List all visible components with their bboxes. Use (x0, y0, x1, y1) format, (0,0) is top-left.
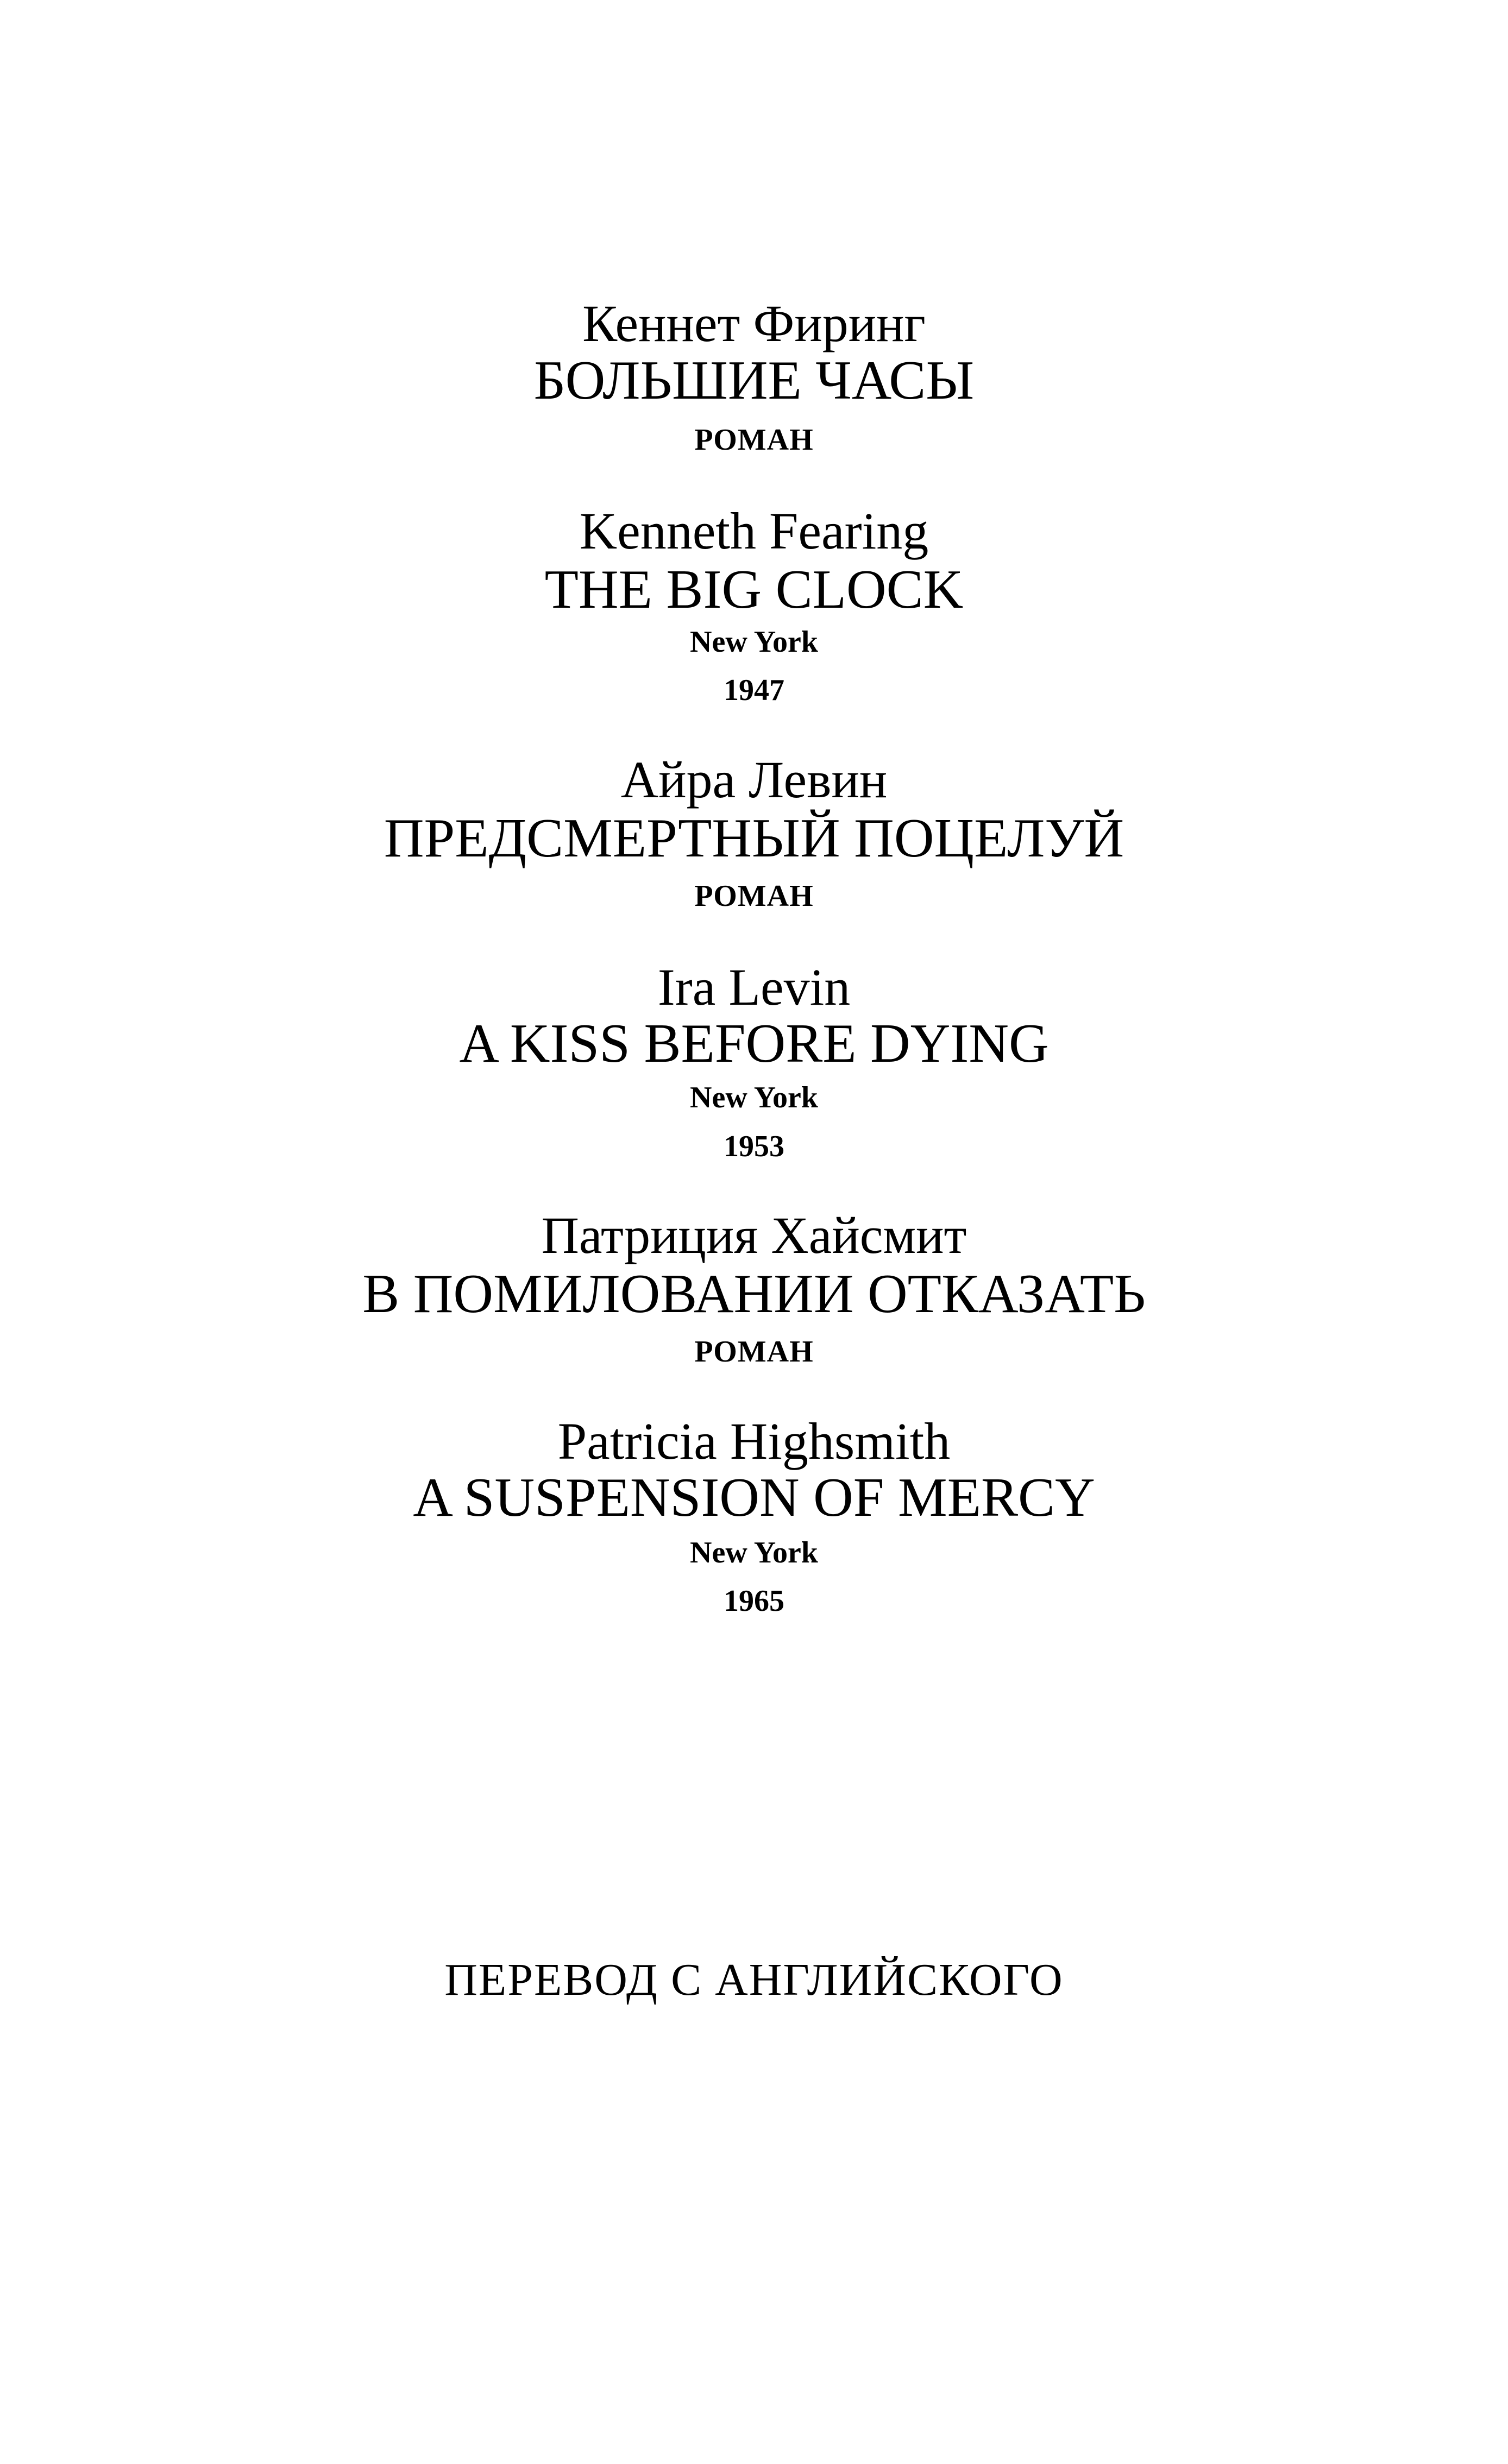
work-3-year: 1965 (724, 1584, 784, 1618)
work-2-genre: РОМАН (694, 879, 814, 913)
work-2-en-title: A KISS BEFORE DYING (459, 1013, 1049, 1074)
work-3-ru-title: В ПОМИЛОВАНИИ ОТКАЗАТЬ (362, 1263, 1146, 1325)
work-1-ru-author: Кеннет Фиринг (582, 294, 926, 352)
work-1-genre: РОМАН (694, 423, 814, 457)
work-1-ru-title: БОЛЬШИЕ ЧАСЫ (533, 350, 975, 411)
work-2-year: 1953 (724, 1130, 784, 1163)
work-2-ru-author: Айра Левин (620, 751, 888, 809)
work-1-city: New York (690, 625, 818, 659)
work-3-en-author: Patricia Highsmith (557, 1412, 951, 1470)
translation-note: ПЕРЕВОД С АНГЛИЙСКОГО (444, 1955, 1064, 2005)
work-1-en-author: Kenneth Fearing (579, 502, 929, 560)
work-2-city: New York (690, 1081, 818, 1114)
work-3-genre: РОМАН (694, 1335, 814, 1369)
work-3-en-title: A SUSPENSION OF MERCY (413, 1467, 1095, 1528)
work-2-ru-title: ПРЕДСМЕРТНЫЙ ПОЦЕЛУЙ (384, 808, 1124, 869)
work-1-en-title: THE BIG CLOCK (544, 559, 964, 620)
work-1-year: 1947 (724, 673, 784, 707)
work-3-city: New York (690, 1536, 818, 1570)
work-3-ru-author: Патриция Хайсмит (541, 1206, 967, 1264)
work-2-en-author: Ira Levin (657, 958, 851, 1016)
